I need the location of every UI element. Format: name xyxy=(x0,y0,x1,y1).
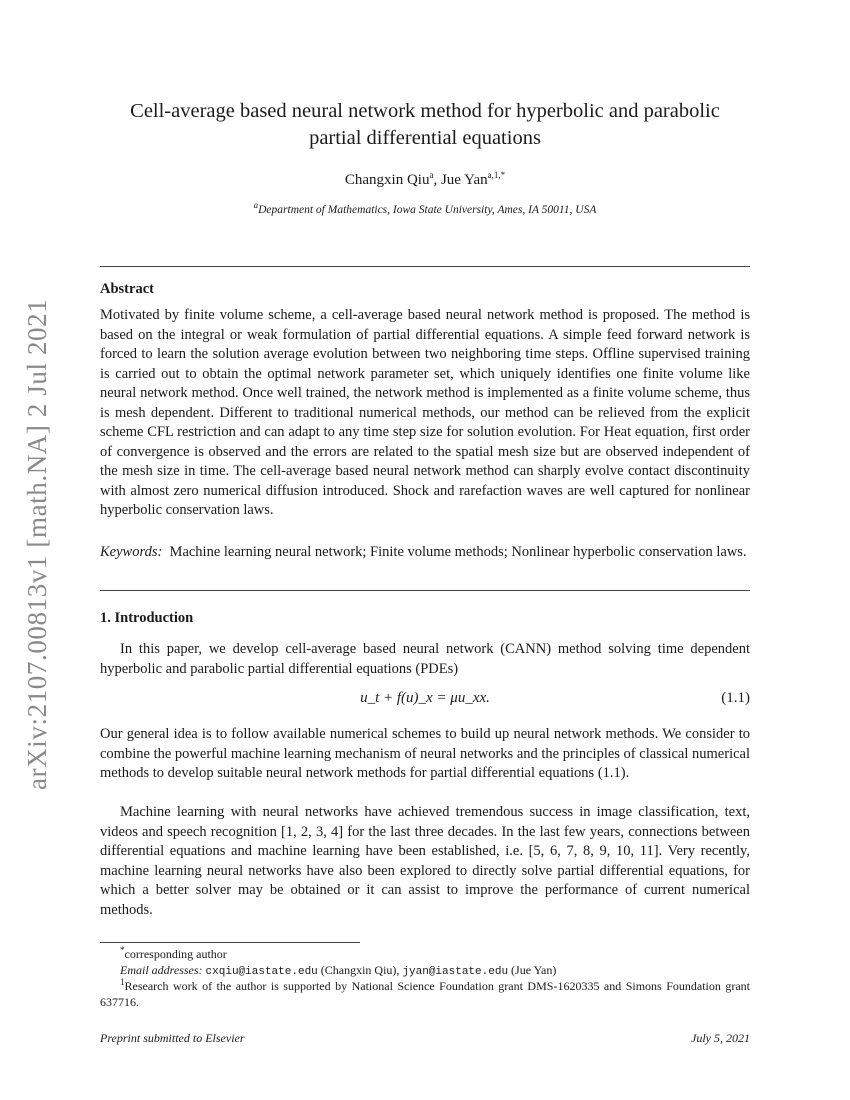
author-1-name: Changxin Qiu xyxy=(344,172,430,188)
section-heading-introduction: 1. Introduction xyxy=(100,610,194,626)
email-label: Email addresses: xyxy=(120,963,203,977)
email-owner-yan: (Jue Yan) xyxy=(511,963,557,977)
footnote-1-marker: * xyxy=(120,945,125,955)
abstract-bottom-rule xyxy=(100,590,750,591)
affiliation xyxy=(100,200,750,216)
footnote-rule xyxy=(100,942,360,943)
intro-paragraph-2: Our general idea is to follow available numerical schemes to build up neural network methods. We consider to combine the powerful machine learning mechanism of neural networks and the principles of classical numerical methods to develop suitable neural network methods for partial differential equations (1.1). xyxy=(100,726,750,781)
author-2-name: Jue Yan xyxy=(440,172,488,188)
intro-paragraph-3: Machine learning with neural networks have achieved tremendous success in image classification, text, videos and speech recognition [1, 2, 3, 4] for the last three decades. In the last few years, connections between differential equations and machine learning have been established, i.e. [5, 6, 7, 8, 9, 10, 11]. Very recently, machine learning neural networks have also been explored to directly solve partial differential equations, for which a better solver may be obtained or it can assist to improve the performance of current numerical methods. xyxy=(100,804,750,918)
footnote-corresponding xyxy=(100,946,750,962)
paper-title-line-1: Cell-average based neural network method for hyperbolic and parabolic xyxy=(130,100,720,122)
paper-title xyxy=(100,98,750,152)
abstract-heading: Abstract xyxy=(100,281,154,297)
email-owner-qiu: (Changxin Qiu), xyxy=(320,963,400,977)
footnote-2-marker: 1 xyxy=(120,977,125,987)
arxiv-identifier: arXiv:2107.00813v1 [math.NA] 2 Jul 2021 xyxy=(22,298,52,790)
author-list xyxy=(100,172,750,189)
email-link-yan[interactable]: jyan@iastate.edu xyxy=(402,966,509,978)
author-1-marker: a xyxy=(429,170,434,180)
footer-date: July 5, 2021 xyxy=(691,1031,750,1045)
keywords-text: Machine learning neural network; Finite volume methods; Nonlinear hyperbolic conservation laws. xyxy=(169,544,747,560)
footnote-1-text: corresponding author xyxy=(124,947,227,961)
affiliation-text: Department of Mathematics, Iowa State University, Ames, IA 50011, USA xyxy=(258,204,597,216)
keywords xyxy=(100,543,750,563)
author-2-marker: a,1,* xyxy=(487,170,506,180)
intro-paragraph-1: In this paper, we develop cell-average based neural network (CANN) method solving time dependent hyperbolic and parabolic partial differential equations (PDEs) xyxy=(100,641,750,677)
footnote-funding xyxy=(100,978,750,1010)
footnote-2-text: Research work of the author is supported by National Science Foundation grant DMS-1620335 and Simons Foundation grant 637716. xyxy=(100,979,750,1009)
footer-preprint-note: Preprint submitted to Elsevier xyxy=(100,1031,245,1045)
abstract-body: Motivated by finite volume scheme, a cell-average based neural network method is proposed. The method is based on the integral or weak formulation of partial differential equations. A simple feed forward network is forced to learn the solution average evolution between two neighboring time steps. Offline supervised training is carried out to obtain the optimal network parameter set, which uniquely identifies one finite volume like neural network method. Once well trained, the network method is implemented as a finite volume scheme, thus is mesh dependent. Different to traditional numerical methods, our method can be relieved from the explicit scheme CFL restriction and can adapt to any time step size for solution evolution. For Heat equation, first order of convergence is observed and the errors are related to the spatial mesh size but are observed independent of the mesh size in time. The cell-average based neural network method can sharply evolve contact discontinuity with almost zero numerical diffusion introduced. Shock and rarefaction waves are well captured for nonlinear hyperbolic conservation laws. xyxy=(100,307,750,518)
keywords-label: Keywords: xyxy=(100,544,163,560)
arxiv-sidebar xyxy=(0,120,60,820)
equation-body: u_t + f(u)_x = μu_xx. xyxy=(360,690,490,706)
author-separator: , xyxy=(433,172,441,188)
equation-number: (1.1) xyxy=(721,690,750,706)
abstract-top-rule xyxy=(100,266,750,267)
affiliation-marker: a xyxy=(253,200,259,211)
email-link-qiu[interactable]: cxqiu@iastate.edu xyxy=(205,966,318,978)
equation-1-1 xyxy=(100,690,750,712)
paper-title-line-2: partial differential equations xyxy=(309,127,541,149)
